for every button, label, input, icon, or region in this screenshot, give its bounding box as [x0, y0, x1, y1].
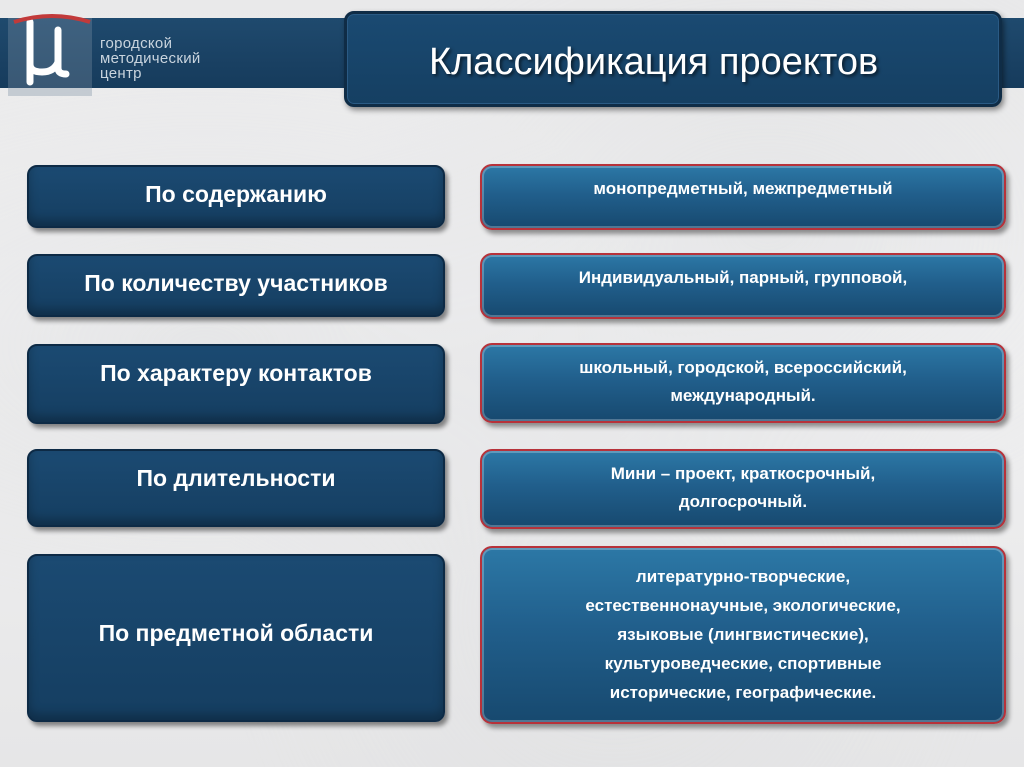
category-box [27, 254, 445, 317]
category-box [27, 344, 445, 424]
values-text-line: международный. [670, 386, 816, 405]
logo-line: городской [100, 35, 173, 52]
organization-logo [8, 12, 248, 98]
values-text-line: Мини – проект, краткосрочный, [610, 464, 876, 483]
category-box [27, 554, 445, 722]
page-title: Классификация проектов [429, 41, 879, 83]
values-text: монопредметный, межпредметный [593, 179, 893, 198]
category-label: По характеру контактов [100, 360, 372, 386]
logo-text [100, 36, 201, 81]
mu-logo-icon [8, 12, 98, 98]
category-label: По содержанию [145, 181, 327, 207]
values-text-line: литературно-творческие, [635, 567, 851, 586]
category-label: По количеству участников [84, 270, 388, 296]
values-text: Индивидуальный, парный, групповой, [578, 268, 908, 287]
values-box [480, 546, 1006, 724]
values-box [480, 343, 1006, 423]
values-text-line: исторические, географические. [609, 683, 877, 702]
values-text-line: школьный, городской, всероссийский, [579, 358, 907, 377]
category-label: По длительности [136, 465, 336, 491]
category-label: По предметной области [98, 620, 374, 646]
logo-line: методический [100, 50, 201, 67]
title-panel [344, 11, 1002, 107]
values-text-line: языковые (лингвистические), [617, 625, 869, 644]
category-box [27, 449, 445, 527]
category-box [27, 165, 445, 228]
values-text-line: культуроведческие, спортивные [604, 654, 882, 673]
values-text-line: долгосрочный. [678, 492, 808, 511]
values-box [480, 253, 1006, 319]
values-box [480, 449, 1006, 529]
logo-line: центр [100, 65, 142, 82]
values-text-line: естественнонаучные, экологические, [585, 596, 901, 615]
values-box [480, 164, 1006, 230]
